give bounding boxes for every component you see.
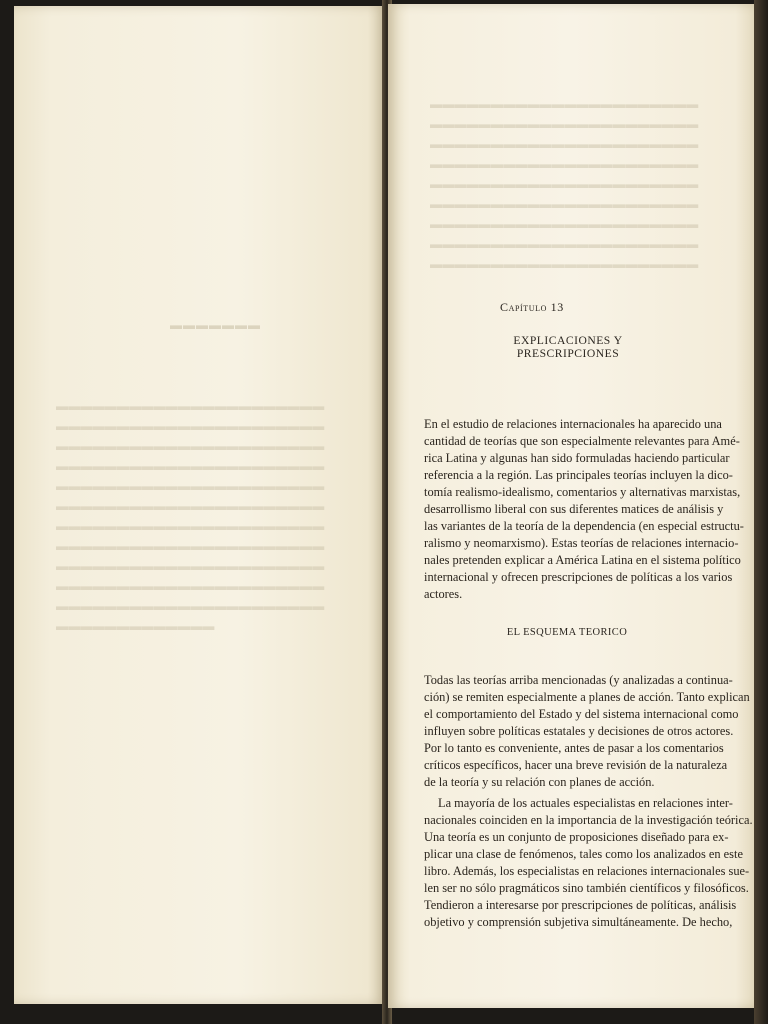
show-through-text-left: ▬▬▬▬▬▬▬▬▬▬▬▬▬▬▬▬▬▬▬▬▬▬ ▬▬▬▬▬▬▬▬▬▬▬▬▬▬▬▬▬▬▬▬▬▬ ▬▬▬▬▬▬▬▬▬▬▬▬▬▬▬▬▬▬▬▬▬▬ ▬▬▬▬▬▬▬▬▬▬▬▬▬▬▬▬▬▬▬▬▬▬ ▬▬▬▬▬▬▬▬▬▬▬▬▬▬▬▬▬▬▬▬▬▬ ▬▬▬▬▬▬▬▬▬▬▬▬▬▬▬▬▬▬▬▬▬▬ ▬▬▬▬▬▬▬▬▬▬▬▬▬▬▬▬▬▬▬▬▬▬ ▬▬▬▬▬▬▬▬▬▬▬▬▬▬▬▬▬▬▬▬▬▬ ▬▬▬▬▬▬▬▬▬▬▬▬▬▬▬▬▬▬▬▬▬▬ ▬▬▬▬▬▬▬▬▬▬▬▬▬▬▬▬▬▬▬▬▬▬ ▬▬▬▬▬▬▬▬▬▬▬▬▬▬▬▬▬▬▬▬▬▬ ▬▬▬▬▬▬▬▬▬▬▬▬▬ [56,399,325,633]
text-line: influyen sobre políticas estatales y decisiones de otros actores. [424,724,734,738]
text-line: críticos específicos, hacer una breve revisión de la naturaleza [424,758,728,772]
text-line: tomía realismo-idealismo, comentarios y alternativas marxistas, [424,485,741,499]
text-line: internacional y ofrecen prescripciones de políticas a los varios [424,570,733,584]
text-line: nales pretenden explicar a América Latina en el sistema político [424,553,741,567]
text-line: Tendieron a interesarse por prescripciones de políticas, análisis [424,898,737,912]
text-line: Todas las teorías arriba mencionadas (y analizadas a continua- [424,673,733,687]
section-paragraph-1 [424,672,750,791]
text-line: el comportamiento del Estado y del sistema internacional como [424,707,739,721]
intro-paragraph [424,416,744,603]
text-line: libro. Además, los especialistas en relaciones internacionales sue- [424,864,750,878]
text-line: las variantes de la teoría de la dependencia (en especial estructu- [424,519,744,533]
text-line: Por lo tanto es conveniente, antes de pasar a los comentarios [424,741,724,755]
text-line: de la teoría y su relación con planes de acción. [424,775,655,789]
text-line: objetivo y comprensión subjetiva simultáneamente. De hecho, [424,915,733,929]
chapter-title: EXPLICACIONES Y PRESCRIPCIONES [513,334,623,360]
show-through-heading: ▬▬▬▬▬▬▬ [170,318,261,332]
text-line: referencia a la región. Las principales teorías incluyen la dico- [424,468,733,482]
section-paragraph-2 [424,795,753,931]
book-edge [754,0,768,1024]
text-line: ralismo y neomarxismo). Estas teorías de relaciones internacio- [424,536,739,550]
text-line: rica Latina y algunas han sido formuladas haciendo particular [424,451,730,465]
show-through-text-right: ▬▬▬▬▬▬▬▬▬▬▬▬▬▬▬▬▬▬▬▬▬▬ ▬▬▬▬▬▬▬▬▬▬▬▬▬▬▬▬▬▬▬▬▬▬ ▬▬▬▬▬▬▬▬▬▬▬▬▬▬▬▬▬▬▬▬▬▬ ▬▬▬▬▬▬▬▬▬▬▬▬▬▬▬▬▬▬▬▬▬▬ ▬▬▬▬▬▬▬▬▬▬▬▬▬▬▬▬▬▬▬▬▬▬ ▬▬▬▬▬▬▬▬▬▬▬▬▬▬▬▬▬▬▬▬▬▬ ▬▬▬▬▬▬▬▬▬▬▬▬▬▬▬▬▬▬▬▬▬▬ ▬▬▬▬▬▬▬▬▬▬▬▬▬▬▬▬▬▬▬▬▬▬ ▬▬▬▬▬▬▬▬▬▬▬▬▬▬▬▬▬▬▬▬▬▬ [430,97,699,271]
text-line: plicar una clase de fenómenos, tales como los analizados en este [424,847,743,861]
text-line: desarrollismo liberal con sus diferentes matices de análisis y [424,502,724,516]
text-line: En el estudio de relaciones internacionales ha aparecido una [424,417,722,431]
text-line: nacionales coinciden en la importancia de la investigación teórica. [424,813,753,827]
text-line: La mayoría de los actuales especialistas en relaciones inter- [438,796,733,810]
chapter-label: Capítulo 13 [500,300,564,314]
text-line: actores. [424,587,463,601]
text-line: ción) se remiten especialmente a planes de acción. Tanto explican [424,690,750,704]
text-line: Una teoría es un conjunto de proposiciones diseñado para ex- [424,830,729,844]
text-line: len ser no sólo pragmáticos sino también científicos y filosóficos. [424,881,749,895]
text-line: cantidad de teorías que son especialmente relevantes para Amé- [424,434,740,448]
section-title: EL ESQUEMA TEORICO [506,627,628,638]
